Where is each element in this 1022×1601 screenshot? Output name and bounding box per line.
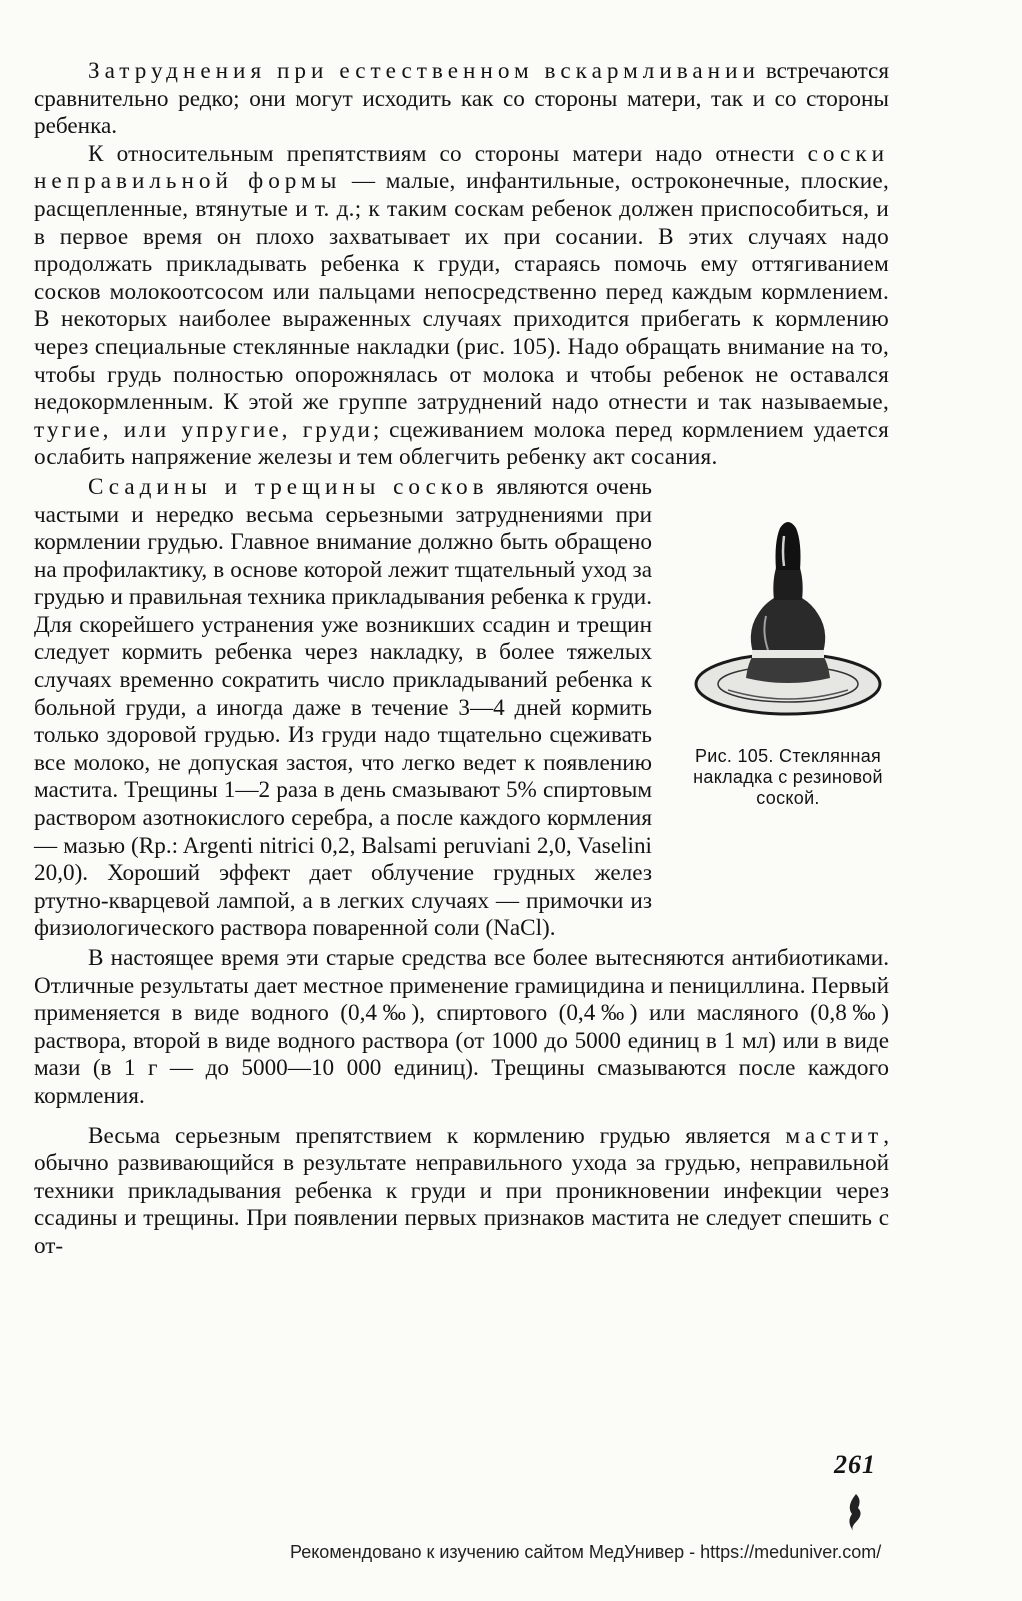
figure-105 [684,474,892,809]
page-number: 261 [834,1450,876,1479]
term-irregular-nipples: соски неправильной формы [34,140,889,195]
term-abrasions-cracks: Ссадины и трещины сосков [88,473,489,500]
paragraph-2: К относительным препятствиям со стороны матери надо отнести соски неправильной формы — малые, инфантильные, остроконечные, плоские, расщепленные, втянутые и т. д.; к таким соскам ребенок должен приспособиться, и в первое время он плохо захватывает их при сосании. В этих случаях надо продолжать прикладывать ребенка к груди, стараясь помочь ему оттягиванием сосков молокоотсосом или пальцами непосредственно перед каждым кормлением. В некоторых наиболее выраженных случаях приходится прибегать к кормлению через специальные стеклянные накладки (рис. 105). Надо обращать внимание на то, чтобы грудь полностью опорожнялась от молока и чтобы ребенок не оставался недокормленным. К этой же группе затруднений надо отнести и так называемые, тугие, или упругие, груди; сцеживанием молока перед кормлением удается ослабить напряжение железы и тем облегчить ребенку акт сосания. [34,140,890,471]
text-column [34,474,652,943]
figure-caption: Рис. 105. Стеклянная накладка с резиновой соской. [693,745,883,808]
paragraph-5: Весьма серьезным препятствием к кормлению грудью является мастит, обычно развивающийся в результате неправильного ухода за грудью, неправильной техники прикладывания ребенка к груди и при проникновении инфекции через ссадины и трещины. При появлении первых признаков мастита не следует спешить с от- [34,1122,889,1259]
ink-blot-icon [842,1492,868,1532]
document-page [34,58,889,1261]
footer-credit: Рекомендовано к изучению сайтом МедУнивер - https://meduniver.com/ [290,1542,882,1562]
term-tight-breasts: тугие, или упругие, груди [34,416,373,443]
paragraph-1: Затруднения при естественном вскармливании встречаются сравнительно редко; они могут исходить как со стороны матери, так и со стороны ребенка. [34,58,889,140]
paragraph-3: Ссадины и трещины сосков являются очень частыми и нередко весьма серьезными затруднениями при кормлении грудью. Главное внимание должно быть обращено на профилактику, в основе которой лежит тщательный уход за грудью и правильная техника прикладывания ребенка к груди. Для скорейшего устранения уже возникших ссадин и трещин следует кормить ребенка через накладку, в более тяжелых случаях временно сократить число прикладываний ребенка к больной груди, а иногда даже в течение 3—4 дней кормить только здоровой грудью. Из груди надо тщательно сцеживать все молоко, не допуская застоя, что легко ведет к появлению мастита. Трещины 1—2 раза в день смазывают 5% спиртовым раствором азотнокислого серебра, а после каждого кормления — мазью (Rp.: Argenti nitrici 0,2, Balsami peruviani 2,0, Vaselini 20,0). Хороший эффект дает облучение грудных желез ртутно-кварцевой лампой, а в легких случаях — примочки из физиологического раствора поваренной соли (NaCl). [34,473,652,942]
nipple-shield-icon [688,512,888,732]
figure-section [34,474,889,943]
paragraph-4: В настоящее время эти старые средства все более вытесняются антибиотиками. Отличные результаты дает местное применение грамицидина и пенициллина. Первый применяется в виде водного (0,4‰), спиртового (0,4‰) или масляного (0,8‰) раствора, второй в виде водного раствора (от 1000 до 5000 единиц в 1 мл) или в виде мази (в 1 г — до 5000—10 000 единиц). Трещины смазываются после каждого кормления. [34,945,889,1109]
term-feeding-difficulties: Затруднения при естественном вскармливании [88,58,760,84]
term-mastitis: мастит [785,1122,884,1149]
